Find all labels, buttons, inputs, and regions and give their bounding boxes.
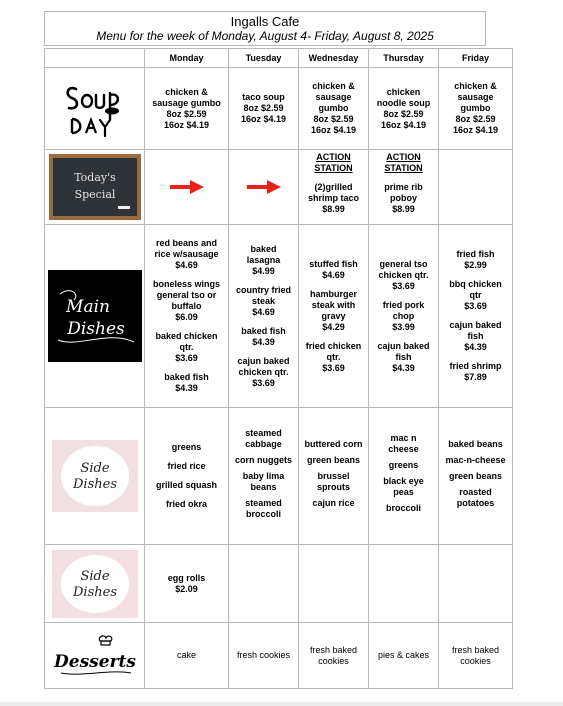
sides-thursday: mac n cheese greens black eye peas broccoli xyxy=(369,408,439,545)
main-friday: fried fish $2.99 bbq chicken qtr $3.69 cajun baked fish $4.39 fried shrimp $7.89 xyxy=(439,225,513,408)
desserts-logo-cell xyxy=(45,623,145,689)
side-dishes-logo-icon xyxy=(52,440,138,512)
special-logo-cell xyxy=(45,150,145,225)
svg-text:Dishes: Dishes xyxy=(72,584,117,600)
day-header-wednesday: Wednesday xyxy=(299,49,369,68)
dessert-wednesday: fresh baked cookies xyxy=(299,623,369,689)
special-tuesday-arrow-cell xyxy=(229,150,299,225)
soup-row xyxy=(45,68,513,150)
dessert-monday: cake xyxy=(145,623,229,689)
sides-monday: greens fried rice grilled squash fried okra xyxy=(145,408,229,545)
svg-text:Desserts: Desserts xyxy=(53,651,136,672)
sides-extra-wednesday-empty xyxy=(299,545,369,623)
weekly-menu-table xyxy=(44,48,513,689)
soup-wednesday: chicken & sausage gumbo 8oz $2.59 16oz $4.19 xyxy=(299,68,369,150)
main-wednesday: stuffed fish $4.69 hamburger steak with gravy $4.29 fried chicken qtr. $3.69 xyxy=(299,225,369,408)
special-thursday: ACTION STATION prime rib poboy $8.99 xyxy=(369,150,439,225)
main-monday: red beans and rice w/sausage $4.69 boneless wings general tso or buffalo $6.09 baked chicken qtr. $3.69 baked fish $4.39 xyxy=(145,225,229,408)
day-header-monday: Monday xyxy=(145,49,229,68)
menu-week-subtitle: Menu for the week of Monday, August 4- Friday, August 8, 2025 xyxy=(96,29,434,43)
sides-friday: baked beans mac-n-cheese green beans roasted potatoes xyxy=(439,408,513,545)
sides-extra-thursday-empty xyxy=(369,545,439,623)
soup-friday: chicken & sausage gumbo 8oz $2.59 16oz $4.19 xyxy=(439,68,513,150)
right-arrow-icon xyxy=(247,180,281,194)
main-tuesday: baked lasagna $4.99 country fried steak $4.69 baked fish $4.39 cajun baked chicken qtr. $3.69 xyxy=(229,225,299,408)
menu-title-box xyxy=(44,11,486,46)
page-bottom-edge xyxy=(0,702,563,706)
svg-text:Main: Main xyxy=(65,297,110,317)
special-row xyxy=(45,150,513,225)
soup-thursday: chicken noodle soup 8oz $2.59 16oz $4.19 xyxy=(369,68,439,150)
day-header-thursday: Thursday xyxy=(369,49,439,68)
soup-logo-icon xyxy=(60,79,130,139)
right-arrow-icon xyxy=(170,180,204,194)
chalkboard-icon xyxy=(48,153,142,221)
svg-text:Dishes: Dishes xyxy=(72,477,117,492)
svg-text:Today's: Today's xyxy=(73,171,116,184)
day-header-friday: Friday xyxy=(439,49,513,68)
main-thursday: general tso chicken qtr. $3.69 fried pork chop $3.99 cajun baked fish $4.39 xyxy=(369,225,439,408)
side-dishes-row xyxy=(45,408,513,545)
soup-tuesday: taco soup 8oz $2.59 16oz $4.19 xyxy=(229,68,299,150)
svg-text:Side: Side xyxy=(79,568,110,584)
cafe-name: Ingalls Cafe xyxy=(230,14,300,29)
sides-wednesday: buttered corn green beans brussel sprouts cajun rice xyxy=(299,408,369,545)
dessert-tuesday: fresh cookies xyxy=(229,623,299,689)
side-dishes-logo-cell xyxy=(45,408,145,545)
side-dishes-logo-icon xyxy=(52,550,138,618)
soup-monday: chicken & sausage gumbo 8oz $2.59 16oz $4.19 xyxy=(145,68,229,150)
special-wednesday: ACTION STATION (2)grilled shrimp taco $8.99 xyxy=(299,150,369,225)
svg-text:Side: Side xyxy=(79,461,110,476)
desserts-logo-icon xyxy=(53,633,137,679)
sides-tuesday: steamed cabbage corn nuggets baby lima beans steamed broccoli xyxy=(229,408,299,545)
sides-extra-friday-empty xyxy=(439,545,513,623)
side-dishes-extra-logo-cell xyxy=(45,545,145,623)
soup-logo-cell xyxy=(45,68,145,150)
svg-text:Special: Special xyxy=(74,188,115,201)
desserts-row xyxy=(45,623,513,689)
dessert-thursday: pies & cakes xyxy=(369,623,439,689)
side-dishes-extra-row xyxy=(45,545,513,623)
day-header-row xyxy=(45,49,513,68)
main-dishes-row xyxy=(45,225,513,408)
main-dishes-logo-icon xyxy=(48,270,142,362)
sides-extra-monday: egg rolls $2.09 xyxy=(145,545,229,623)
dessert-friday: fresh baked cookies xyxy=(439,623,513,689)
day-header-tuesday: Tuesday xyxy=(229,49,299,68)
svg-text:Dishes: Dishes xyxy=(66,319,125,339)
corner-cell xyxy=(45,49,145,68)
special-monday-arrow-cell xyxy=(145,150,229,225)
main-dishes-logo-cell xyxy=(45,225,145,408)
special-friday-empty xyxy=(439,150,513,225)
sides-extra-tuesday-empty xyxy=(229,545,299,623)
